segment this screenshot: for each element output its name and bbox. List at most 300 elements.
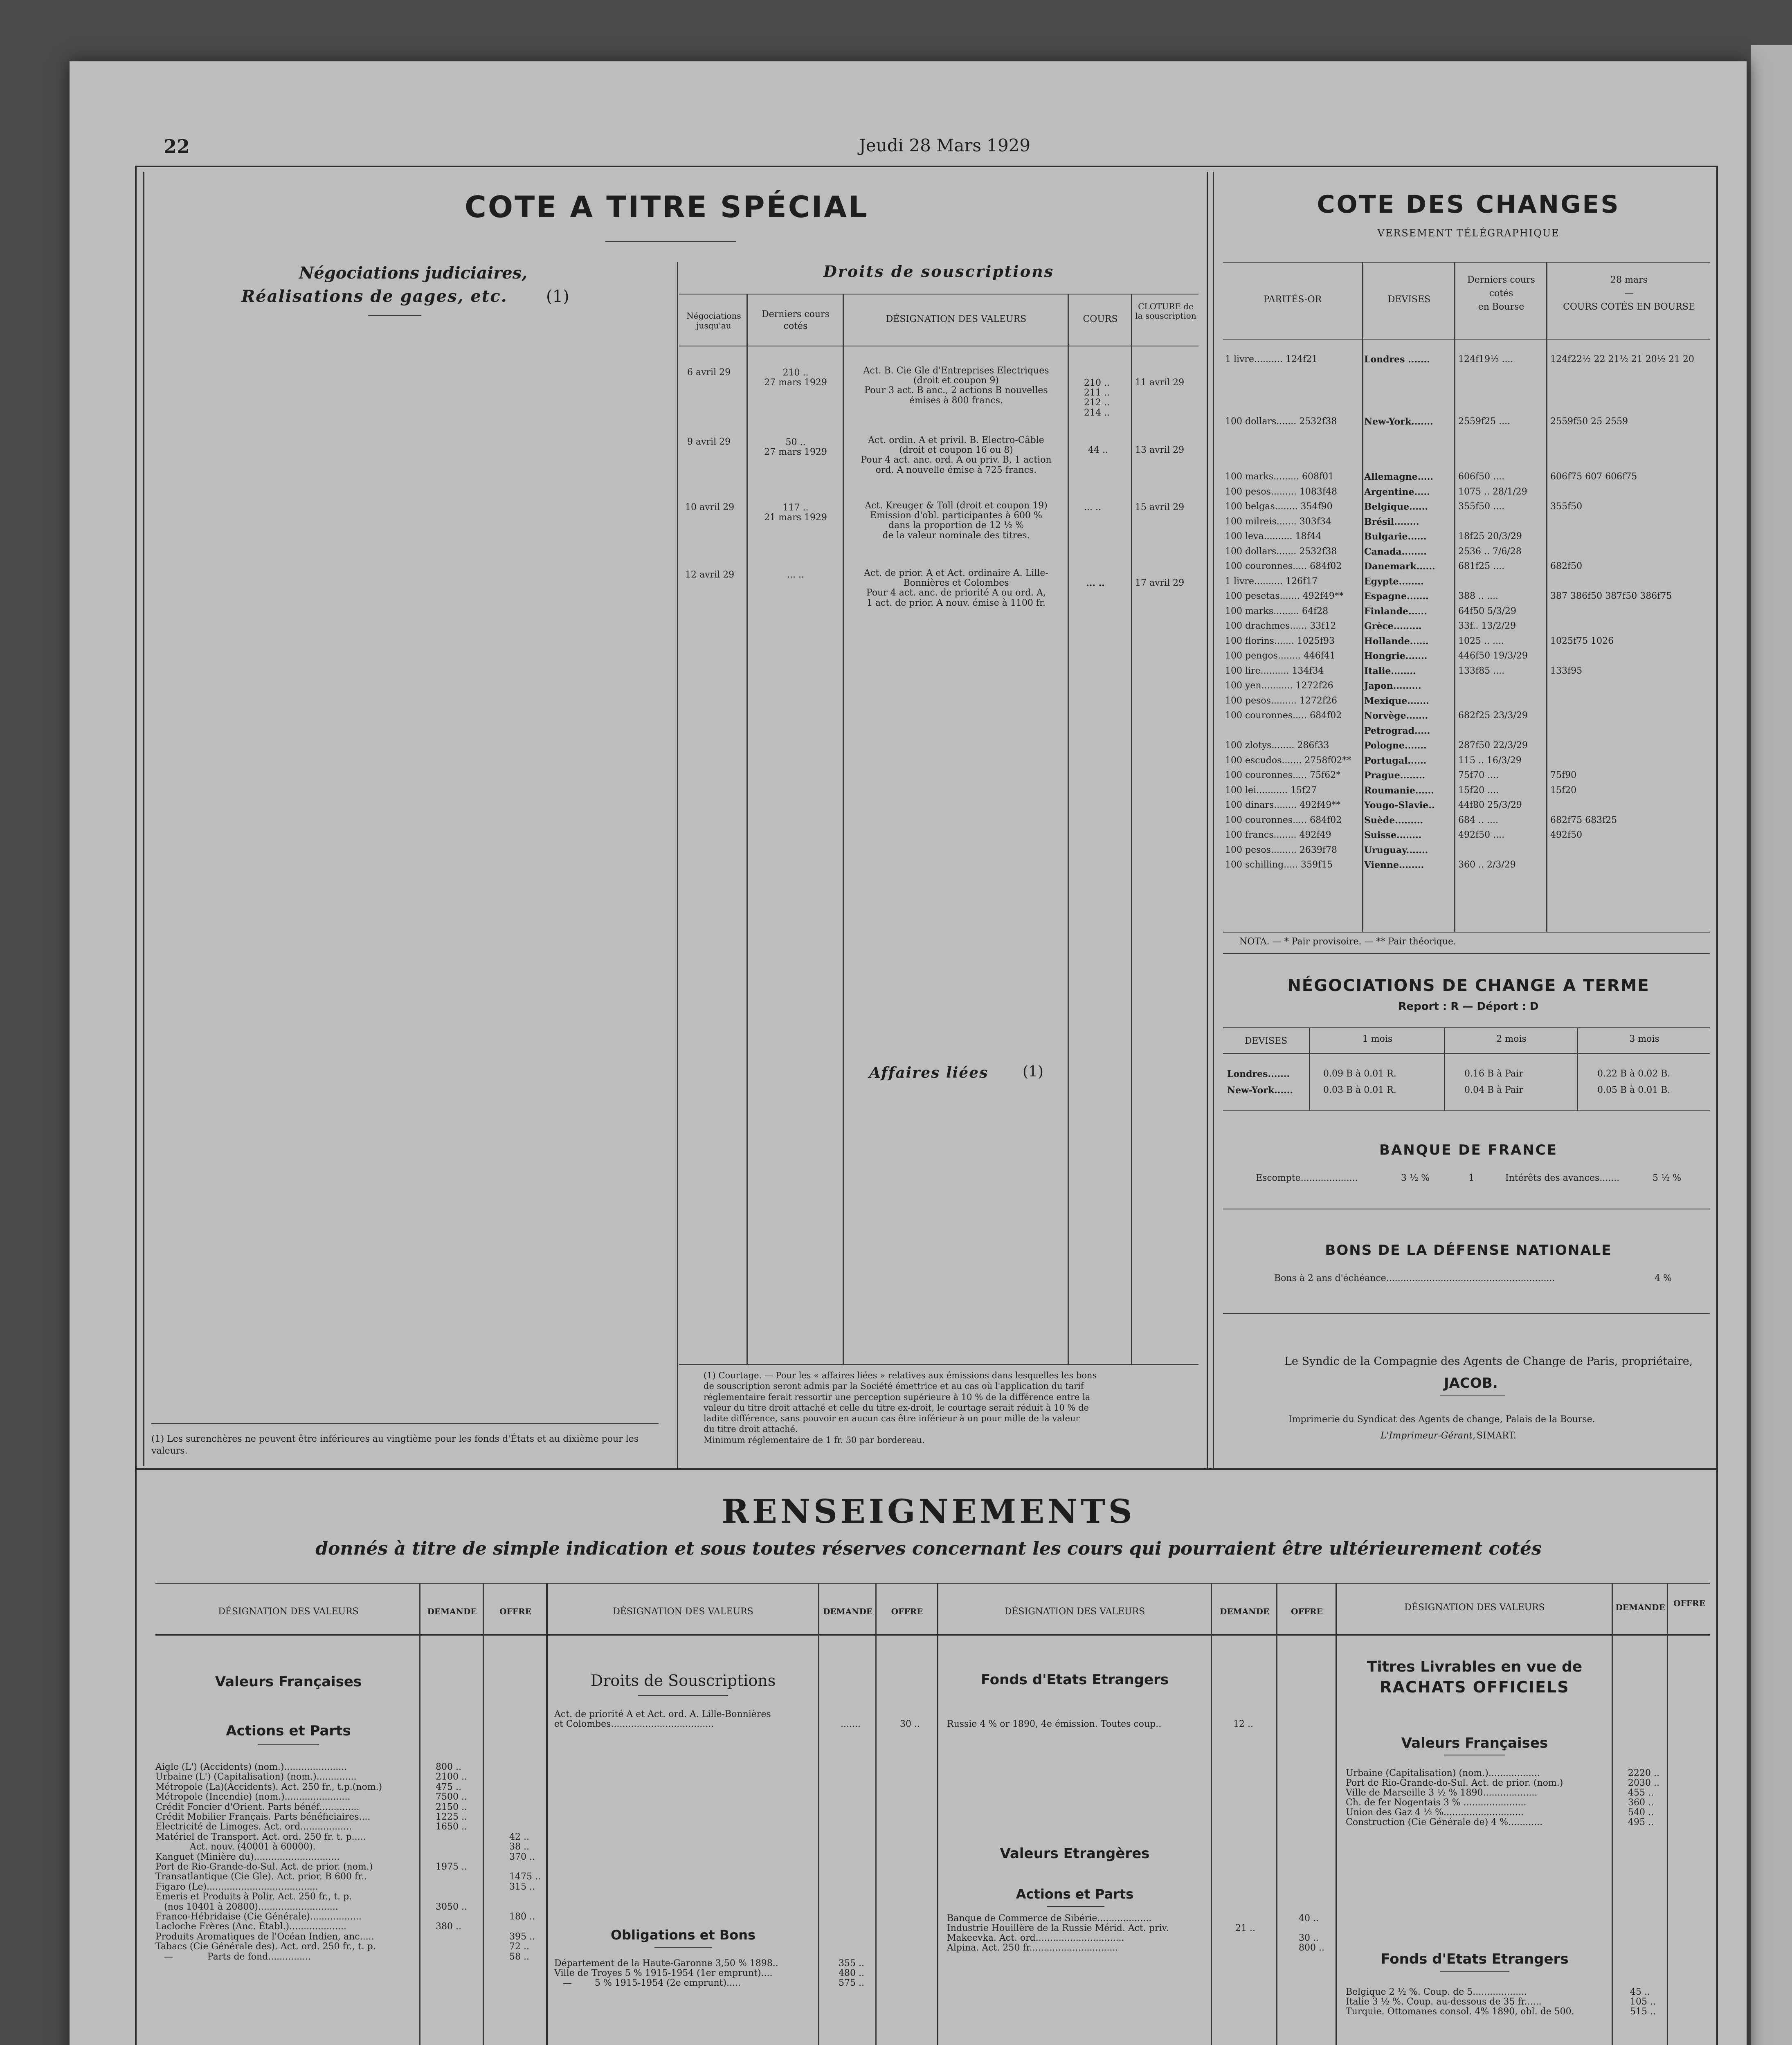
changes-col-2 bbox=[1454, 262, 1455, 933]
changes-dernier: 355f50 .... bbox=[1458, 501, 1505, 512]
rens-head-demande: DEMANDE bbox=[1615, 1602, 1665, 1612]
rens-col1-name: Crédit Foncier d'Orient. Parts bénéf.............. bbox=[155, 1802, 360, 1812]
changes-dernier: 18f25 20/3/29 bbox=[1458, 531, 1522, 542]
droits-bottom bbox=[679, 1364, 1198, 1365]
changes-devise: Yougo-Slavie.. bbox=[1364, 800, 1435, 811]
changes-parite: 100 pesetas....... 492f49** bbox=[1225, 591, 1344, 601]
droits-col-head-cloture: CLOTURE de la souscription bbox=[1135, 301, 1196, 321]
changes-devise: Mexique....... bbox=[1364, 695, 1429, 706]
rens-col1-name: Emeris et Produits à Polir. Act. 250 fr., t. p. bbox=[155, 1892, 352, 1902]
rens-head-demande: DEMANDE bbox=[1219, 1607, 1270, 1616]
rens-col1-demande: 475 .. bbox=[436, 1782, 461, 1792]
changes-parite: 100 drachmes...... 33f12 bbox=[1225, 621, 1336, 631]
changes-cours: 492f50 bbox=[1550, 830, 1583, 840]
changes-parite: 100 couronnes..... 75f62* bbox=[1225, 770, 1341, 780]
rens-col2-name: Département de la Haute-Garonne 3,50 % 1898.. bbox=[554, 1958, 778, 1969]
changes-dernier: 15f20 .... bbox=[1458, 785, 1499, 796]
droits-col-head-cours: COURS bbox=[1083, 314, 1118, 324]
rens-col1-offre: 180 .. bbox=[509, 1912, 535, 1922]
rens-col-sep bbox=[1276, 1583, 1277, 2045]
change-terme-header-top bbox=[1223, 1027, 1710, 1028]
changes-dernier: 1025 .. .... bbox=[1458, 636, 1504, 646]
negociations-title-2: Réalisations de gages, etc. bbox=[241, 287, 508, 306]
rens-col1-offre: 72 .. bbox=[509, 1942, 529, 1952]
rens-head-offre: OFFRE bbox=[1673, 1598, 1705, 1608]
changes-col-1 bbox=[1362, 262, 1363, 933]
changes-devise: Portugal...... bbox=[1364, 755, 1427, 766]
rens-col4-vf-demande: 455 .. bbox=[1628, 1788, 1654, 1798]
changes-devise: Norvège....... bbox=[1364, 710, 1428, 721]
frame-right bbox=[1716, 166, 1718, 2045]
changes-parite: 100 pesos......... 2639f78 bbox=[1225, 845, 1337, 855]
droits-row-designation: Act. de prior. A et Act. ordinaire A. Lille- Bonnières et Colombes Pour 4 act. anc. de priorité A ou ord. A, 1 act. de prior. A nouv. émise à 1100 fr. bbox=[864, 568, 1048, 608]
rens-col3-heading3: Actions et Parts bbox=[1016, 1886, 1134, 1902]
changes-parite: 100 dinars........ 492f49** bbox=[1225, 800, 1341, 810]
rens-col1-name: Aigle (L') (Accidents) (nom.)...................... bbox=[155, 1762, 347, 1772]
rens-col4-heading2: Fonds d'Etats Etrangers bbox=[1381, 1951, 1569, 1967]
rens-col3-underline bbox=[1047, 1906, 1104, 1907]
changes-parite: 100 florins....... 1025f93 bbox=[1225, 636, 1335, 646]
rens-col2-heading2: Obligations et Bons bbox=[610, 1927, 756, 1943]
changes-parite: 1 livre.......... 124f21 bbox=[1225, 354, 1318, 364]
changes-cours: 75f90 bbox=[1550, 770, 1577, 780]
changes-dernier: 446f50 19/3/29 bbox=[1458, 651, 1528, 661]
column-divider-changes-2 bbox=[1213, 172, 1214, 1468]
change-terme-m2: 0.04 B à Pair bbox=[1464, 1085, 1523, 1095]
rens-col4-vf-demande: 495 .. bbox=[1628, 1817, 1654, 1827]
changes-devise: Uruguay....... bbox=[1364, 845, 1428, 856]
renseignements-title: RENSEIGNEMENTS bbox=[722, 1492, 1135, 1530]
frame-inner-left bbox=[143, 172, 144, 1466]
changes-dernier: 681f25 .... bbox=[1458, 561, 1505, 571]
changes-cours: 1025f75 1026 bbox=[1550, 636, 1614, 646]
rens-col4-vf-demande: 2030 .. bbox=[1628, 1778, 1659, 1788]
rens-col4-vf-demande: 360 .. bbox=[1628, 1798, 1654, 1808]
changes-devise: Londres ....... bbox=[1364, 354, 1430, 365]
change-terme-header-bottom bbox=[1223, 1053, 1710, 1054]
rens-col1-offre: 38 .. bbox=[509, 1842, 529, 1852]
changes-devise: Hongrie....... bbox=[1364, 651, 1428, 661]
page-number: 22 bbox=[164, 135, 190, 157]
rens-col1-offre: 370 .. bbox=[509, 1852, 535, 1862]
rens-col3-offre: 40 .. bbox=[1299, 1913, 1319, 1924]
changes-parite: 100 couronnes..... 684f02 bbox=[1225, 815, 1342, 825]
bons-defense-label: Bons à 2 ans d'échéance........................................................... bbox=[1274, 1273, 1555, 1283]
changes-subtitle: VERSEMENT TÉLÉGRAPHIQUE bbox=[1377, 227, 1560, 239]
rens-col3-name: Industrie Houillère de la Russie Mérid. Act. priv. bbox=[947, 1923, 1169, 1933]
rens-col2-underline bbox=[638, 1695, 728, 1696]
droits-row-cours: ... .. bbox=[1084, 502, 1101, 512]
changes-cours: 2559f50 25 2559 bbox=[1550, 416, 1628, 427]
rens-col1-name: Act. nouv. (40001 à 60000). bbox=[155, 1842, 316, 1852]
changes-dernier: 360 .. 2/3/29 bbox=[1458, 860, 1516, 870]
courtage-note: (1) Courtage. — Pour les « affaires liées » relatives aux émissions dans lesquelles les bons de souscription seront admis par la Société émettrice et au cas où l'application du tarif réglementaire ferait ressortir une perception supérieure à 10 % de la différence entre la valeur du titre droit attaché et celle du titre ex-droit, le courtage serait réduit à 10 % de ladite différence, sans pouvoir en aucun cas être inférieur à un pour mille de la valeur du titre droit attaché. Minimum réglementaire de 1 fr. 50 par bordereau. bbox=[704, 1371, 1097, 1445]
changes-devise: Japon......... bbox=[1364, 681, 1421, 691]
changes-devise: Bulgarie...... bbox=[1364, 531, 1427, 542]
rens-header-bottom bbox=[155, 1634, 1710, 1636]
changes-dernier: 492f50 .... bbox=[1458, 830, 1505, 840]
droits-row-designation: Act. ordin. A et privil. B. Electro-Câble (droit et coupon 16 ou 8) Pour 4 act. anc. ord. A ou priv. B, 1 action ord. A nouvelle émise à 725 francs. bbox=[861, 435, 1052, 475]
changes-dernier: 33f.. 13/2/29 bbox=[1458, 621, 1516, 631]
droits-row-cloture: 17 avril 29 bbox=[1135, 578, 1185, 588]
changes-devise: Brésil........ bbox=[1364, 516, 1419, 527]
droits-col-3 bbox=[1068, 294, 1069, 1365]
changes-dernier: 75f70 .... bbox=[1458, 770, 1499, 780]
changes-cours: 15f20 bbox=[1550, 785, 1577, 796]
changes-devise: Suède......... bbox=[1364, 815, 1423, 826]
changes-dernier: 388 .. .... bbox=[1458, 591, 1498, 601]
rens-col2-demande: 480 .. bbox=[839, 1968, 864, 1978]
changes-cours: 606f75 607 606f75 bbox=[1550, 472, 1637, 482]
droits-row-dernier: 50 .. 27 mars 1929 bbox=[764, 437, 827, 458]
changes-parite: 100 pesos......... 1272f26 bbox=[1225, 695, 1337, 706]
escompte-value: 3 ½ % bbox=[1401, 1173, 1430, 1183]
changes-cours: 682f50 bbox=[1550, 561, 1583, 571]
rens-col1-name: Figaro (Le)....................................... bbox=[155, 1881, 318, 1892]
rens-col-sep bbox=[483, 1583, 484, 2045]
changes-dernier: 1075 .. 28/1/29 bbox=[1458, 486, 1527, 497]
droits-col-head-derniers: Derniers cours cotés bbox=[762, 309, 830, 331]
rens-col4-heading0b: RACHATS OFFICIELS bbox=[1380, 1678, 1569, 1696]
changes-parite: 100 couronnes..... 684f02 bbox=[1225, 710, 1342, 721]
changes-devise: Grèce......... bbox=[1364, 621, 1422, 631]
changes-devise: Hollande...... bbox=[1364, 636, 1429, 647]
rens-col4-fe-demande: 105 .. bbox=[1630, 1997, 1656, 2007]
changes-cours: 355f50 bbox=[1550, 501, 1583, 512]
changes-dernier: 2559f25 .... bbox=[1458, 416, 1511, 427]
affaires-liees-title: Affaires liées bbox=[869, 1064, 989, 1081]
droits-row-date: 12 avril 29 bbox=[685, 570, 735, 580]
changes-col-3 bbox=[1546, 262, 1547, 933]
section-divider bbox=[135, 1468, 1718, 1470]
rens-head-designation: DÉSIGNATION DES VALEURS bbox=[1404, 1602, 1545, 1613]
rens-col1-name: Lacloche Frères (Anc. Établ.).................... bbox=[155, 1921, 346, 1932]
droits-row-designation: Act. B. Cie Gle d'Entreprises Electriques (droit et coupon 9) Pour 3 act. B anc., 2 actions B nouvelles émises à 800 francs. bbox=[863, 366, 1049, 406]
change-terme-m1: 0.09 B à 0.01 R. bbox=[1323, 1069, 1396, 1079]
changes-parite: 100 lei........... 15f27 bbox=[1225, 785, 1317, 796]
change-terme-col-head: 1 mois bbox=[1362, 1034, 1393, 1044]
negociations-footnote-rule bbox=[151, 1423, 659, 1424]
frame-top bbox=[135, 166, 1718, 167]
changes-cours: 387 386f50 387f50 386f75 bbox=[1550, 591, 1672, 601]
changes-devise: Egypte........ bbox=[1364, 576, 1424, 587]
rens-col2-name: — 5 % 1915-1954 (2e emprunt)..... bbox=[554, 1978, 741, 1988]
bons-defense-value: 4 % bbox=[1655, 1273, 1672, 1283]
negociations-footnote: (1) Les surenchères ne peuvent être inférieures au vingtième pour les fonds d'États et au dixième pour les valeurs. bbox=[151, 1434, 639, 1456]
changes-devise: Roumanie...... bbox=[1364, 785, 1434, 796]
rens-col3-name: Banque de Commerce de Sibérie................... bbox=[947, 1913, 1152, 1924]
rens-col2-underline2 bbox=[654, 1947, 712, 1948]
rens-head-demande: DEMANDE bbox=[823, 1607, 873, 1616]
changes-parite: 100 couronnes..... 684f02 bbox=[1225, 561, 1342, 571]
rens-col-sep bbox=[818, 1583, 819, 2045]
change-terme-m2: 0.16 B à Pair bbox=[1464, 1069, 1523, 1079]
change-terme-m3: 0.05 B à 0.01 B. bbox=[1597, 1085, 1671, 1095]
rens-col1-name: — Parts de fond............... bbox=[155, 1951, 311, 1962]
rens-col4-heading0a: Titres Livrables en vue de bbox=[1367, 1658, 1583, 1675]
change-terme-col-head: 3 mois bbox=[1629, 1034, 1659, 1044]
changes-parite: 1 livre.......... 126f17 bbox=[1225, 576, 1318, 587]
rens-col1-demande: 1225 .. bbox=[436, 1812, 467, 1822]
frame-left bbox=[135, 166, 137, 2045]
rens-col4-vf-demande: 540 .. bbox=[1628, 1807, 1654, 1818]
rens-col2-name: Ville de Troyes 5 % 1915-1954 (1er emprunt).... bbox=[554, 1968, 773, 1978]
rens-col1-name: Crédit Mobilier Français. Parts bénéficiaires.... bbox=[155, 1812, 371, 1822]
rens-col3-demande: 21 .. bbox=[1235, 1923, 1255, 1933]
rens-col1-heading1: Valeurs Françaises bbox=[215, 1674, 362, 1690]
gerant-label: L'Imprimeur-Gérant, bbox=[1381, 1431, 1476, 1441]
changes-devise: Danemark...... bbox=[1364, 561, 1435, 572]
droits-col-head-designation: DÉSIGNATION DES VALEURS bbox=[886, 314, 1027, 324]
changes-devise: Canada........ bbox=[1364, 546, 1427, 557]
changes-dernier: 64f50 5/3/29 bbox=[1458, 606, 1516, 616]
bons-rule bbox=[1223, 1313, 1710, 1314]
droits-row-dernier: ... .. bbox=[787, 570, 804, 580]
changes-cours: 682f75 683f25 bbox=[1550, 815, 1617, 825]
changes-col-head-derniers: Derniers cours cotés en Bourse bbox=[1467, 275, 1535, 312]
rens-col1-name: Métropole (Incendie) (nom.)....................... bbox=[155, 1792, 351, 1802]
change-terme-subtitle: Report : R — Déport : D bbox=[1398, 1000, 1539, 1013]
rens-col3-heading1: Fonds d'Etats Etrangers bbox=[980, 1672, 1169, 1688]
droits-row-cloture: 11 avril 29 bbox=[1135, 378, 1185, 388]
changes-parite: 100 zlotys........ 286f33 bbox=[1225, 740, 1329, 751]
rens-col4-vf-name: Urbaine (Capitalisation) (nom.).................. bbox=[1346, 1768, 1540, 1778]
rens-head-designation: DÉSIGNATION DES VALEURS bbox=[1004, 1607, 1145, 1617]
rens-col3-heading2: Valeurs Etrangères bbox=[1000, 1845, 1150, 1862]
changes-dernier: 44f80 25/3/29 bbox=[1458, 800, 1522, 810]
rens-head-offre: OFFRE bbox=[1291, 1607, 1323, 1616]
gerant-name: SIMART. bbox=[1477, 1431, 1516, 1441]
change-terme-col-1 bbox=[1309, 1027, 1310, 1111]
rens-group-sep bbox=[546, 1583, 548, 2045]
rens-col1-offre: 1475 .. bbox=[509, 1872, 541, 1882]
droits-row-cloture: 13 avril 29 bbox=[1135, 445, 1185, 455]
avances-label: Intérêts des avances....... bbox=[1505, 1173, 1620, 1183]
imprimerie-line: Imprimerie du Syndicat des Agents de change, Palais de la Bourse. bbox=[1288, 1414, 1595, 1425]
rens-col2-droits-name: Act. de priorité A et Act. ord. A. Lille-Bonnières et Colombes.................................... bbox=[554, 1709, 771, 1730]
changes-cours: 133f95 bbox=[1550, 665, 1583, 676]
change-terme-bottom bbox=[1223, 1110, 1710, 1111]
droits-row-cours: 210 .. 211 .. 212 .. 214 .. bbox=[1084, 378, 1110, 418]
rens-col1-demande: 1975 .. bbox=[436, 1862, 467, 1872]
changes-parite: 100 leva.......... 18f44 bbox=[1225, 531, 1322, 542]
rens-header-top bbox=[155, 1583, 1710, 1584]
droits-row-date: 6 avril 29 bbox=[687, 367, 731, 378]
rens-col2-demande: 355 .. bbox=[839, 1958, 864, 1969]
change-terme-m1: 0.03 B à 0.01 R. bbox=[1323, 1085, 1396, 1095]
affaires-liees-ref: (1) bbox=[1023, 1063, 1043, 1080]
rens-col1-name: Franco-Hébridaise (Cie Générale).................. bbox=[155, 1912, 362, 1922]
changes-col-head-date: 28 mars — COURS COTÉS EN BOURSE bbox=[1563, 275, 1695, 312]
changes-devise: New-York....... bbox=[1364, 416, 1433, 427]
rens-head-offre: OFFRE bbox=[891, 1607, 923, 1616]
rens-col-sep bbox=[1612, 1583, 1613, 2045]
rens-col4-vf-name: Union des Gaz 4 ½ %............................ bbox=[1346, 1807, 1524, 1818]
changes-devise: Pologne....... bbox=[1364, 740, 1427, 751]
droits-col-head-negociations: Négociations jusqu'au bbox=[686, 311, 741, 330]
changes-dernier: 115 .. 16/3/29 bbox=[1458, 755, 1522, 766]
rens-col4-underline2 bbox=[1440, 1971, 1509, 1972]
rens-col1-name: Métropole (La)(Accidents). Act. 250 fr., t.p.(nom.) bbox=[155, 1782, 382, 1792]
changes-header-bottom bbox=[1223, 339, 1710, 340]
changes-parite: 100 milreis....... 303f34 bbox=[1225, 516, 1331, 527]
renseignements-subtitle: donnés à titre de simple indication et sous toutes réserves concernant les cours qui pourraient être ultérieurement cotés bbox=[315, 1538, 1542, 1559]
rens-col4-fe-name: Turquie. Ottomanes consol. 4% 1890, obl. de 500. bbox=[1346, 2007, 1574, 2017]
changes-devise: Vienne........ bbox=[1364, 860, 1424, 870]
droits-row-date: 9 avril 29 bbox=[687, 437, 731, 447]
changes-header-top bbox=[1223, 262, 1710, 263]
changes-devise: Petrograd..... bbox=[1364, 725, 1430, 736]
changes-devise: Espagne....... bbox=[1364, 591, 1429, 602]
changes-devise: Belgique...... bbox=[1364, 501, 1428, 512]
negociations-underline bbox=[368, 315, 421, 316]
rens-col1-name: Urbaine (L') (Capitalisation) (nom.).............. bbox=[155, 1772, 357, 1782]
change-terme-col-head: 2 mois bbox=[1496, 1034, 1527, 1044]
rens-col1-demande: 7500 .. bbox=[436, 1792, 467, 1802]
rens-col1-demande: 1650 .. bbox=[436, 1822, 467, 1832]
changes-dernier: 2536 .. 7/6/28 bbox=[1458, 546, 1522, 557]
changes-cours: 124f22½ 22 21½ 21 20½ 21 20 bbox=[1550, 354, 1695, 364]
rens-col4-vf-demande: 2220 .. bbox=[1628, 1768, 1659, 1778]
changes-bottom bbox=[1223, 932, 1710, 933]
bons-defense-title: BONS DE LA DÉFENSE NATIONALE bbox=[1325, 1242, 1612, 1258]
rens-col1-demande: 800 .. bbox=[436, 1762, 461, 1772]
changes-devise: Finlande...... bbox=[1364, 606, 1427, 617]
changes-title: COTE DES CHANGES bbox=[1317, 190, 1620, 219]
rens-col1-name: Kanguet (Minière du).............................. bbox=[155, 1852, 340, 1862]
rens-col1-demande: 2100 .. bbox=[436, 1772, 467, 1782]
rens-col1-demande: 380 .. bbox=[436, 1921, 461, 1932]
rens-col4-vf-name: Ch. de fer Nogentais 3 % ...................... bbox=[1346, 1798, 1527, 1808]
adjacent-page-edge bbox=[1751, 45, 1792, 2045]
changes-dernier: 133f85 .... bbox=[1458, 665, 1505, 676]
change-terme-devise: Londres....... bbox=[1227, 1069, 1290, 1079]
avances-value: 5 ½ % bbox=[1653, 1173, 1682, 1183]
rens-col3-fonds-name: Russie 4 % or 1890, 4e émission. Toutes coup.. bbox=[947, 1719, 1162, 1729]
changes-parite: 100 lire.......... 134f34 bbox=[1225, 665, 1324, 676]
changes-dernier: 682f25 23/3/29 bbox=[1458, 710, 1528, 721]
rens-col4-fe-demande: 45 .. bbox=[1630, 1987, 1650, 1997]
column-divider-changes bbox=[1207, 172, 1208, 1468]
changes-devise: Argentine..... bbox=[1364, 486, 1430, 497]
rens-col4-fe-name: Italie 3 ½ %. Coup. au-dessous de 35 fr...... bbox=[1346, 1997, 1542, 2007]
changes-nota: NOTA. — * Pair provisoire. — ** Pair théorique. bbox=[1239, 937, 1457, 947]
changes-dernier: 606f50 .... bbox=[1458, 472, 1505, 482]
changes-parite: 100 francs........ 492f49 bbox=[1225, 830, 1331, 840]
cote-speciale-title-underline bbox=[605, 241, 736, 242]
rens-col1-name: Produits Aromatiques de l'Océan Indien, anc..... bbox=[155, 1931, 374, 1942]
changes-devise: Suisse........ bbox=[1364, 830, 1422, 840]
droits-row-dernier: 210 .. 27 mars 1929 bbox=[764, 368, 827, 388]
changes-parite: 100 marks......... 64f28 bbox=[1225, 606, 1329, 616]
page-date: Jeudi 28 Mars 1929 bbox=[859, 135, 1031, 155]
changes-dernier: 287f50 22/3/29 bbox=[1458, 740, 1528, 751]
rens-col4-vf-name: Port de Rio-Grande-do-Sul. Act. de prior. (nom.) bbox=[1346, 1778, 1563, 1788]
rens-col1-name: (nos 10401 à 20800)............................ bbox=[155, 1901, 338, 1912]
rens-col1-underline bbox=[258, 1744, 319, 1745]
changes-parite: 100 pengos........ 446f41 bbox=[1225, 651, 1336, 661]
droits-col-1 bbox=[746, 294, 748, 1365]
changes-parite: 100 marks......... 608f01 bbox=[1225, 472, 1334, 482]
change-terme-title: NÉGOCIATIONS DE CHANGE A TERME bbox=[1287, 976, 1650, 995]
change-terme-col-head: DEVISES bbox=[1244, 1036, 1288, 1046]
changes-nota-rule bbox=[1223, 953, 1710, 954]
rens-col1-name: Transatlantique (Cie Gle). Act. prior. B 600 fr.. bbox=[155, 1872, 367, 1882]
changes-devise: Italie........ bbox=[1364, 665, 1416, 676]
rens-col4-vf-name: Ville de Marseille 3 ½ % 1890................... bbox=[1346, 1788, 1538, 1798]
rens-col1-name: Matériel de Transport. Act. ord. 250 fr. t. p..... bbox=[155, 1832, 366, 1842]
changes-devise: Allemagne..... bbox=[1364, 472, 1433, 482]
rens-col3-name: Alpina. Act. 250 fr............................... bbox=[947, 1943, 1118, 1953]
cote-speciale-title: COTE A TITRE SPÉCIAL bbox=[465, 190, 869, 224]
escompte-label: Escompte.................... bbox=[1256, 1173, 1358, 1183]
change-terme-devise: New-York...... bbox=[1227, 1085, 1293, 1096]
changes-parite: 100 schilling..... 359f15 bbox=[1225, 860, 1333, 870]
changes-parite: 100 pesos......... 1083f48 bbox=[1225, 486, 1337, 497]
rens-col2-droits-demande: ....... bbox=[841, 1719, 861, 1729]
rens-col1-offre: 315 .. bbox=[509, 1881, 535, 1892]
syndic-name-underline bbox=[1440, 1395, 1505, 1396]
rens-col1-offre: 395 .. bbox=[509, 1931, 535, 1942]
droits-title: Droits de souscriptions bbox=[823, 262, 1055, 281]
rens-col1-demande: 2150 .. bbox=[436, 1802, 467, 1812]
rens-col2-droits-offre: 30 .. bbox=[900, 1719, 920, 1729]
changes-parite: 100 dollars....... 2532f38 bbox=[1225, 546, 1337, 557]
rens-col3-offre: 800 .. bbox=[1299, 1943, 1324, 1953]
droits-row-dernier: 117 .. 21 mars 1929 bbox=[764, 503, 827, 523]
rens-col3-name: Makeevka. Act. ord............................... bbox=[947, 1933, 1124, 1943]
droits-col-4 bbox=[1131, 294, 1132, 1365]
rens-col1-offre: 42 .. bbox=[509, 1832, 529, 1842]
negociations-title-1: Négociations judiciaires, bbox=[299, 263, 528, 283]
rens-head-offre: OFFRE bbox=[499, 1607, 531, 1616]
banque-france-title: BANQUE DE FRANCE bbox=[1379, 1142, 1558, 1158]
change-terme-col-2 bbox=[1444, 1027, 1445, 1111]
rens-col1-name: Port de Rio-Grande-do-Sul. Act. de prior. (nom.) bbox=[155, 1862, 373, 1872]
rens-col3-fonds-demande: 12 .. bbox=[1233, 1719, 1253, 1729]
changes-parite: 100 yen........... 1272f26 bbox=[1225, 681, 1333, 691]
droits-row-designation: Act. Kreuger & Toll (droit et coupon 19) Emission d'obl. participantes à 600 % dans la proportion de 12 ½ % de la valeur nominale des titres. bbox=[865, 501, 1048, 541]
rens-col4-vf-name: Construction (Cie Générale de) 4 %............ bbox=[1346, 1817, 1543, 1827]
changes-col-head-parites: PARITÉS-OR bbox=[1263, 294, 1322, 305]
change-terme-m3: 0.22 B à 0.02 B. bbox=[1597, 1069, 1671, 1079]
rens-col1-demande: 3050 .. bbox=[436, 1901, 467, 1912]
rens-col-sep bbox=[1667, 1583, 1668, 2045]
rens-col-sep bbox=[1211, 1583, 1212, 2045]
rens-group-sep bbox=[937, 1583, 938, 2045]
droits-col-2 bbox=[843, 294, 844, 1365]
rens-col4-heading1: Valeurs Françaises bbox=[1401, 1735, 1548, 1751]
rens-col3-offre: 30 .. bbox=[1299, 1933, 1319, 1943]
rens-group-sep bbox=[1336, 1583, 1337, 2045]
rens-col1-heading2: Actions et Parts bbox=[226, 1723, 351, 1739]
droits-row-cloture: 15 avril 29 bbox=[1135, 502, 1185, 512]
changes-parite: 100 escudos....... 2758f02** bbox=[1225, 755, 1351, 766]
rens-col4-fe-name: Belgique 2 ½ %. Coup. de 5................... bbox=[1346, 1987, 1527, 1997]
changes-col-head-devises: DEVISES bbox=[1387, 294, 1431, 305]
droits-row-cours: ... .. bbox=[1086, 578, 1105, 589]
rens-col4-fe-demande: 515 .. bbox=[1630, 2007, 1656, 2017]
changes-dernier: 124f19½ .... bbox=[1458, 354, 1513, 364]
rens-head-demande: DEMANDE bbox=[427, 1607, 477, 1616]
change-terme-col-3 bbox=[1577, 1027, 1578, 1111]
rens-head-designation: DÉSIGNATION DES VALEURS bbox=[613, 1607, 753, 1617]
rens-col1-name: Electricité de Limoges. Act. ord.................. bbox=[155, 1822, 352, 1832]
rens-col2-heading1: Droits de Souscriptions bbox=[590, 1672, 776, 1690]
changes-parite: 100 dollars....... 2532f38 bbox=[1225, 416, 1337, 427]
rens-col-sep bbox=[875, 1583, 877, 2045]
changes-parite: 100 belgas........ 354f90 bbox=[1225, 501, 1333, 512]
